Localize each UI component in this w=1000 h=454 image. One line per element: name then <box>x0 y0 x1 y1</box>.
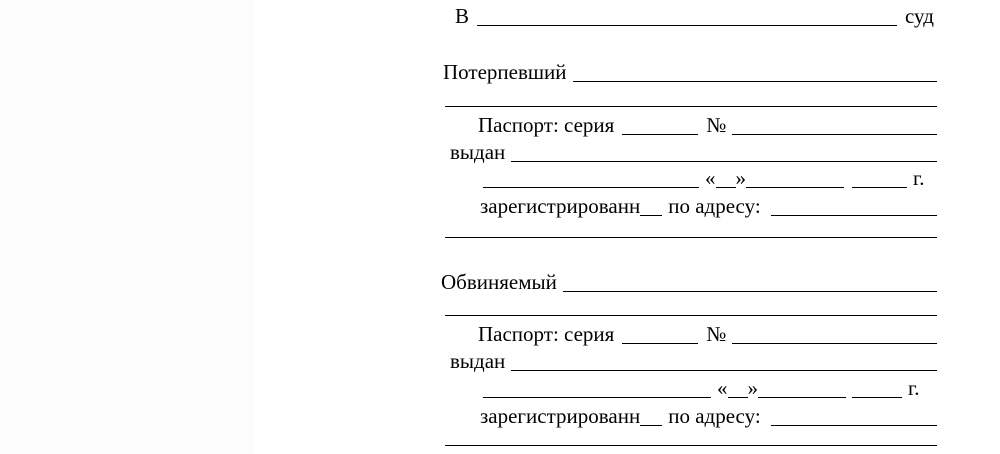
court-prefix: В <box>455 4 470 28</box>
accused-address-line-2 <box>445 424 937 450</box>
victim-quote-open: « <box>705 166 716 190</box>
victim-address-blank-2[interactable] <box>445 237 937 238</box>
accused-name-line <box>441 270 937 296</box>
victim-issued-by-blank[interactable] <box>511 161 937 162</box>
accused-address-blank-2[interactable] <box>445 445 937 446</box>
victim-quote-close: » <box>735 166 746 190</box>
victim-address-label: по адресу: <box>668 194 761 218</box>
accused-month-blank[interactable] <box>758 397 846 398</box>
victim-passport-line <box>478 113 937 139</box>
accused-year-suffix: г. <box>908 376 920 400</box>
accused-quote-close: » <box>747 376 758 400</box>
victim-issued-label: выдан <box>450 140 506 164</box>
victim-month-blank[interactable] <box>746 187 844 188</box>
victim-name-blank-2[interactable] <box>445 106 937 107</box>
accused-address-label: по адресу: <box>668 404 761 428</box>
victim-year-blank[interactable] <box>852 187 907 188</box>
court-name-blank[interactable] <box>477 25 897 26</box>
accused-name-blank-2[interactable] <box>445 315 937 316</box>
accused-year-blank[interactable] <box>852 397 902 398</box>
victim-name-line <box>443 60 937 86</box>
accused-name-line-2 <box>445 294 937 320</box>
victim-date-line <box>483 166 937 192</box>
victim-passport-series-blank[interactable] <box>622 134 698 135</box>
accused-registered-label: зарегистрированн <box>480 404 641 428</box>
victim-registered-label: зарегистрированн <box>480 194 641 218</box>
accused-number-sign: № <box>706 322 727 346</box>
court-line <box>455 4 938 30</box>
victim-day-blank[interactable] <box>716 187 736 188</box>
victim-number-sign: № <box>706 113 727 137</box>
accused-name-blank[interactable] <box>563 291 937 292</box>
accused-issued-line <box>450 349 937 375</box>
accused-day-blank[interactable] <box>728 397 748 398</box>
accused-passport-label: Паспорт: серия <box>478 322 615 346</box>
accused-issued-label: выдан <box>450 349 506 373</box>
victim-name-blank[interactable] <box>573 81 937 82</box>
victim-label: Потерпевший <box>443 60 567 84</box>
accused-label: Обвиняемый <box>441 270 557 294</box>
accused-issued-by-blank[interactable] <box>511 370 937 371</box>
victim-address-line-2 <box>445 216 937 242</box>
accused-date-line <box>483 376 937 402</box>
victim-name-line-2 <box>445 85 937 111</box>
accused-quote-open: « <box>717 376 728 400</box>
accused-issued-by-blank-2[interactable] <box>483 397 711 398</box>
victim-issued-by-blank-2[interactable] <box>483 187 699 188</box>
victim-issued-line <box>450 140 937 166</box>
page-margin <box>0 0 255 454</box>
victim-passport-label: Паспорт: серия <box>478 113 615 137</box>
victim-year-suffix: г. <box>913 166 925 190</box>
victim-passport-number-blank[interactable] <box>732 134 937 135</box>
accused-passport-line <box>478 322 937 348</box>
court-suffix: суд <box>905 4 934 28</box>
accused-passport-series-blank[interactable] <box>622 343 698 344</box>
accused-passport-number-blank[interactable] <box>732 343 937 344</box>
